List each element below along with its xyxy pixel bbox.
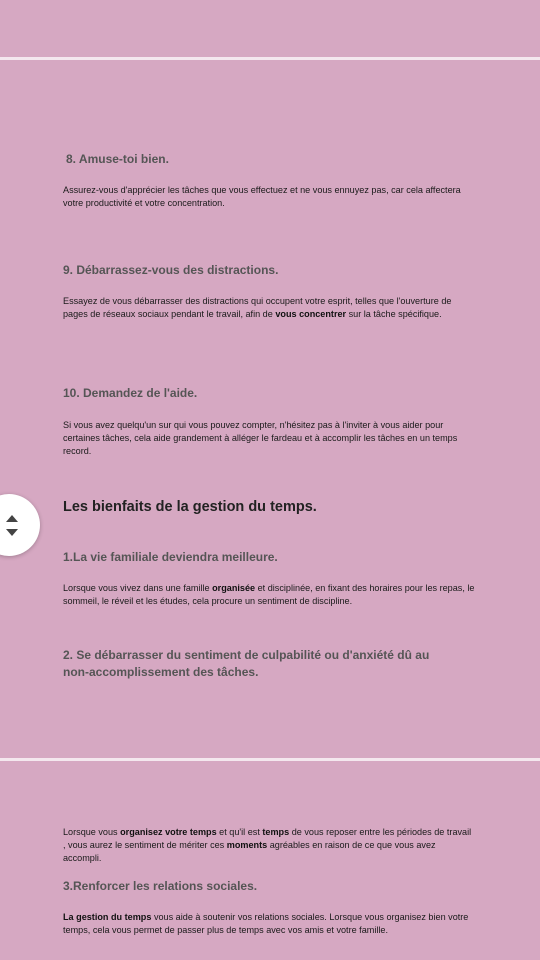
item-paragraph-8: Assurez-vous d'apprécier les tâches que vous effectuez et ne vous ennuyez pas, car cela affectera votre productivité et votre concentration. (63, 185, 461, 208)
benefits-title: Les bienfaits de la gestion du temps. (63, 499, 317, 515)
benefit-heading-1: 1.La vie familiale deviendra meilleure. (63, 550, 278, 564)
benefit-heading-3: 3.Renforcer les relations sociales. (63, 879, 258, 893)
scroll-button[interactable] (0, 494, 40, 556)
benefit-paragraph-2: Lorsque vous organisez votre temps et qu'il est temps de vous reposer entre les périodes de travail , vous aurez le sentiment de mériter ces moments agréables en raison de ce que vous avez accompli. (63, 827, 472, 863)
item-paragraph-10: Si vous avez quelqu'un sur qui vous pouvez compter, n'hésitez pas à l'inviter à vous aider pour certaines tâches, cela aide grandement à alléger le fardeau et à accomplir les tâches en un temps record. (63, 420, 458, 456)
benefit-paragraph-1: Lorsque vous vivez dans une famille organisée et disciplinée, en fixant des horaires pour les repas, le sommeil, le réveil et les études, cela procure un sentiment de discipline. (63, 583, 475, 606)
item-heading-9: 9. Débarrassez-vous des distractions. (63, 263, 279, 277)
page-divider-bottom (0, 758, 540, 761)
item-paragraph-9: Essayez de vous débarrasser des distractions qui occupent votre esprit, telles que l'ouverture de pages de réseaux sociaux pendant le travail, afin de vous concentrer sur la tâche spécifique. (63, 296, 452, 319)
benefit-paragraph-3: La gestion du temps vous aide à soutenir vos relations sociales. Lorsque vous organisez bien votre temps, cela vous permet de passer plus de temps avec vos amis et votre famille. (63, 912, 469, 935)
benefit-heading-2: 2. Se débarrasser du sentiment de culpabilité ou d'anxiété dû au non-accomplissement des tâches. (63, 648, 430, 679)
item-heading-10: 10. Demandez de l'aide. (63, 386, 198, 400)
up-down-arrows-icon (5, 512, 19, 540)
page-divider-top (0, 57, 540, 60)
item-heading-8: 8. Amuse-toi bien. (66, 152, 169, 166)
